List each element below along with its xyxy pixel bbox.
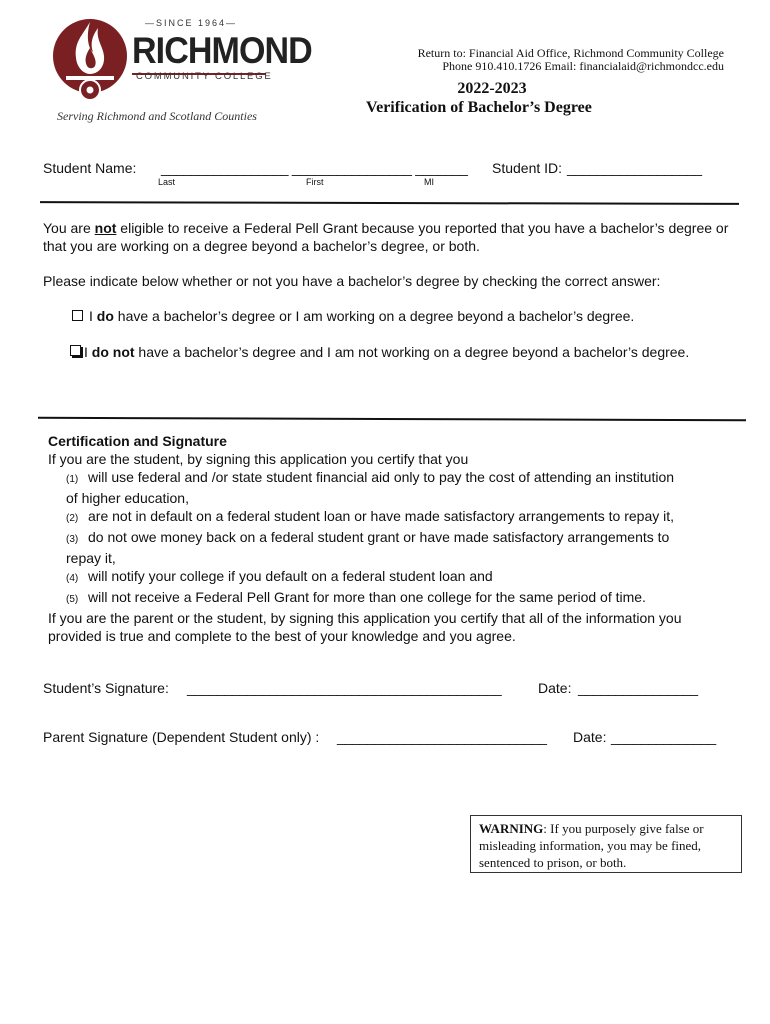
certification-item-continuation: repay it,: [66, 550, 116, 566]
certification-items: [48, 468, 738, 609]
form-title: Verification of Bachelor’s Degree: [366, 99, 592, 116]
certification-item-text: do not owe money back on a federal student grant or have made satisfactory arrangements to: [88, 529, 670, 545]
certification-item-number: (4): [66, 573, 79, 584]
option-1-pre: I: [89, 308, 97, 324]
parent-date-field[interactable]: ______________: [611, 729, 716, 745]
option-1-bold: do: [96, 308, 114, 324]
logo-college-name: RICHMOND: [132, 30, 312, 71]
certification-item-number: (1): [66, 474, 79, 485]
intro-text-post: eligible to receive a Federal Pell Grant because you reported that you have a bachelor’s degree or that you are working on a degree beyond a bachelor’s degree, or both.: [43, 220, 729, 254]
parent-signature-field[interactable]: ____________________________: [337, 729, 547, 745]
certification-intro: If you are the student, by signing this application you certify that you: [48, 451, 469, 467]
student-name-field[interactable]: _________________ ________________ _______: [161, 160, 468, 176]
divider-middle: [38, 417, 746, 421]
checkbox-have-degree[interactable]: [72, 310, 83, 321]
certification-item: [48, 567, 738, 588]
parent-date-label: Date:: [573, 729, 607, 745]
option-1-post: have a bachelor’s degree or I am working on a degree beyond a bachelor’s degree.: [113, 308, 635, 324]
return-line-2: Phone 910.410.1726 Email: financialaid@richmondcc.edu: [442, 59, 724, 73]
first-name-hint: First: [306, 177, 324, 187]
middle-initial-hint: MI: [424, 177, 434, 187]
checkbox-no-degree[interactable]: [70, 345, 81, 356]
certification-item-text: will use federal and /or state student financial aid only to pay the cost of attending an institution: [88, 469, 675, 485]
student-id-field[interactable]: __________________: [567, 160, 702, 176]
option-2-pre: I: [84, 344, 92, 360]
student-date-field[interactable]: ________________: [578, 680, 698, 696]
certification-item-number: (3): [66, 534, 79, 545]
intro-section: [43, 219, 733, 255]
certification-item-text: are not in default on a federal student loan or have made satisfactory arrangements to repay it,: [88, 508, 675, 524]
warning-label: WARNING: [479, 821, 544, 836]
intro-emphasis: not: [94, 220, 117, 236]
parent-signature-label: Parent Signature (Dependent Student only) :: [43, 729, 320, 745]
student-signature-field[interactable]: __________________________________________: [187, 680, 502, 696]
return-address: [418, 47, 724, 73]
warning-text: : If you purposely give false or misleading information, you may be fined, sentenced to prison, or both.: [479, 821, 704, 870]
certification-item-text: will not receive a Federal Pell Grant for more than one college for the same period of time.: [88, 589, 646, 605]
student-signature-label: Student’s Signature:: [43, 680, 169, 696]
student-date-label: Date:: [538, 680, 572, 696]
certification-item-number: (2): [66, 513, 79, 524]
warning-box: [470, 815, 742, 873]
return-line-1: Return to: Financial Aid Office, Richmond Community College: [417, 46, 724, 60]
logo-college-sub: COMMUNITY COLLEGE: [136, 71, 273, 82]
certification-heading: Certification and Signature: [48, 433, 227, 449]
parent-certification: If you are the parent or the student, by signing this application you certify that all of the information you provided is true and complete to the best of your knowledge and you agree.: [48, 610, 682, 644]
certification-item: [48, 468, 738, 489]
form-year: 2022-2023: [457, 80, 527, 97]
option-2-post: have a bachelor’s degree and I am not working on a degree beyond a bachelor’s degree.: [134, 344, 690, 360]
certification-item-continuation: of higher education,: [66, 490, 189, 506]
logo-since: —SINCE 1964—: [145, 18, 238, 28]
instruction-paragraph: Please indicate below whether or not you have a bachelor’s degree by checking the correct answer:: [43, 273, 661, 289]
certification-item-text: will notify your college if you default on a federal student loan and: [88, 568, 493, 584]
student-id-label: Student ID:: [492, 160, 563, 176]
certification-item-number: (5): [66, 594, 79, 605]
divider-top: [40, 201, 739, 205]
tagline: Serving Richmond and Scotland Counties: [57, 109, 257, 123]
intro-paragraph: [43, 219, 733, 255]
last-name-hint: Last: [158, 177, 176, 187]
intro-text-pre: You are: [43, 220, 95, 236]
option-no-degree: [84, 344, 689, 360]
option-have-degree: [89, 308, 634, 324]
student-name-label: Student Name:: [43, 160, 137, 176]
certification-item: [48, 507, 738, 528]
certification-item: [48, 528, 738, 549]
certification-section: [48, 432, 738, 645]
option-2-bold: do not: [91, 344, 135, 360]
certification-item: [48, 588, 738, 609]
